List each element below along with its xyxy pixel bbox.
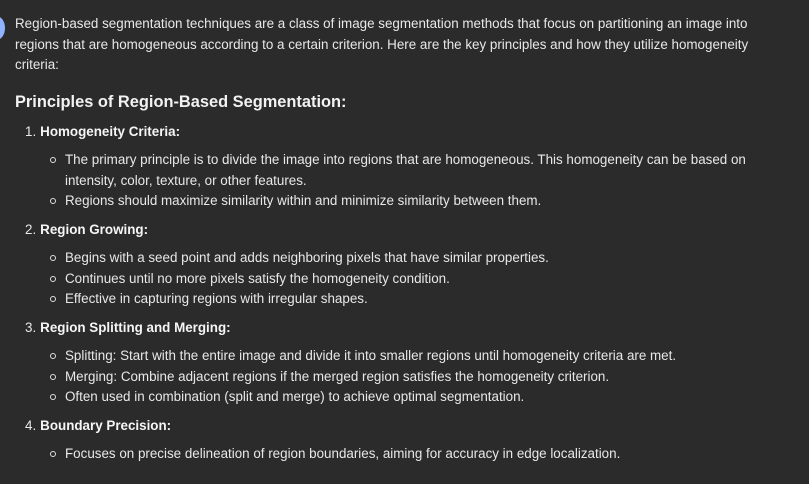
- principle-title: [15, 122, 795, 143]
- principle-item: [15, 122, 795, 212]
- principle-number: 1.: [25, 123, 37, 139]
- principle-item: [15, 416, 795, 465]
- bullet-list: [15, 444, 795, 465]
- bullet-item: The primary principle is to divide the image into regions that are homogeneous. This homogeneity can be based on intensity, color, texture, or other features.: [15, 150, 795, 191]
- chat-message: [15, 14, 795, 473]
- principles-list: [15, 122, 795, 465]
- principle-label: Homogeneity Criteria:: [40, 123, 181, 139]
- principle-label: Region Growing:: [40, 221, 149, 237]
- assistant-avatar: [0, 16, 5, 40]
- principle-title: [15, 318, 795, 339]
- bullet-item: Regions should maximize similarity within and minimize similarity between them.: [15, 191, 795, 212]
- principle-label: Region Splitting and Merging:: [40, 319, 231, 335]
- bullet-item: Merging: Combine adjacent regions if the merged region satisfies the homogeneity criterion.: [15, 367, 795, 388]
- principle-number: 3.: [25, 319, 37, 335]
- bullet-list: [15, 346, 795, 408]
- bullet-list: [15, 248, 795, 310]
- principle-number: 2.: [25, 221, 37, 237]
- section-heading: Principles of Region-Based Segmentation:: [15, 92, 347, 111]
- principle-title: [15, 416, 795, 437]
- principle-item: [15, 220, 795, 310]
- intro-paragraph: Region-based segmentation techniques are a class of image segmentation methods that focus on partitioning an image into regions that are homogeneous according to a certain criterion. Here are the key principles and how they utilize homogeneity criteria:: [15, 16, 749, 72]
- bullet-item: Continues until no more pixels satisfy the homogeneity condition.: [15, 269, 795, 290]
- principle-label: Boundary Precision:: [40, 417, 172, 433]
- principle-number: 4.: [25, 417, 37, 433]
- principle-item: [15, 318, 795, 408]
- bullet-list: [15, 150, 795, 212]
- bullet-item: Often used in combination (split and merge) to achieve optimal segmentation.: [15, 387, 795, 408]
- bullet-item: Effective in capturing regions with irregular shapes.: [15, 289, 795, 310]
- bullet-item: Splitting: Start with the entire image and divide it into smaller regions until homogeneity criteria are met.: [15, 346, 795, 367]
- bullet-item: Begins with a seed point and adds neighboring pixels that have similar properties.: [15, 248, 795, 269]
- principle-title: [15, 220, 795, 241]
- bullet-item: Focuses on precise delineation of region boundaries, aiming for accuracy in edge localization.: [15, 444, 795, 465]
